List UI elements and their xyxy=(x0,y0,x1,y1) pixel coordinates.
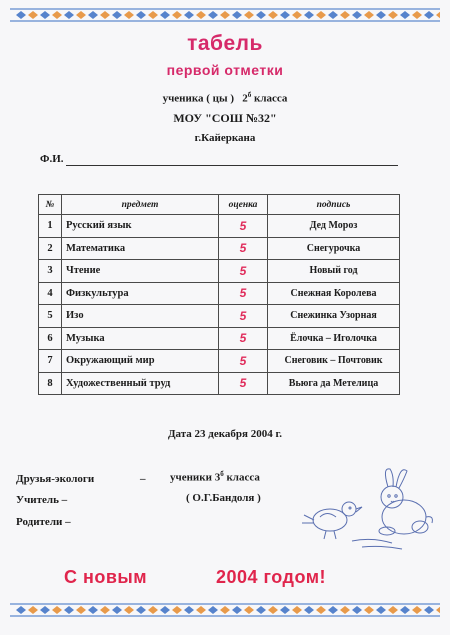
row-grade: 5 xyxy=(219,327,268,350)
pupils-letter: б xyxy=(220,470,224,478)
fio-underline xyxy=(66,165,398,166)
grade-row xyxy=(39,282,400,305)
parents-label: Родители – xyxy=(16,516,71,528)
row-signature: Новый год xyxy=(268,260,400,283)
issue-date: Дата 23 декабря 2004 г. xyxy=(167,428,282,440)
class-letter: б xyxy=(247,91,252,99)
row-grade: 5 xyxy=(219,260,268,283)
header-subject: предмет xyxy=(62,195,219,215)
row-signature: Снегурочка xyxy=(268,237,400,260)
pupils-suffix: класса xyxy=(226,471,260,484)
class-number: 2 xyxy=(242,92,248,105)
grade-row xyxy=(39,305,400,328)
header-grade: оценка xyxy=(219,195,268,215)
row-signature: Снеговик – Почтовик xyxy=(268,350,400,373)
row-subject: Физкультура xyxy=(62,282,219,305)
row-number: 7 xyxy=(39,350,62,373)
pupils-class xyxy=(170,470,260,484)
row-subject: Музыка xyxy=(62,327,219,350)
row-subject: Математика xyxy=(62,237,219,260)
class-word: класса xyxy=(254,92,288,105)
row-signature: Снежинка Узорная xyxy=(268,305,400,328)
header-number: № xyxy=(39,195,62,215)
bunny-and-bird-drawing xyxy=(292,465,442,555)
row-subject: Окружающий мир xyxy=(62,350,219,373)
greeting-part-one: С новым xyxy=(64,567,148,587)
grade-row xyxy=(39,237,400,260)
row-signature: Ёлочка – Иголочка xyxy=(268,327,400,350)
report-card-subtitle: первой отметки xyxy=(166,62,284,78)
bottom-ornament-border xyxy=(10,603,440,617)
row-grade: 5 xyxy=(219,237,268,260)
fio-label: Ф.И. xyxy=(40,153,64,165)
row-subject: Изо xyxy=(62,305,219,328)
row-number: 1 xyxy=(39,215,62,238)
pupils-prefix: ученики 3 xyxy=(170,471,221,484)
row-grade: 5 xyxy=(219,372,268,395)
row-signature: Дед Мороз xyxy=(268,215,400,238)
friends-label: Друзья-экологи xyxy=(16,473,95,485)
student-prefix: ученика ( цы ) xyxy=(162,92,234,105)
grade-row xyxy=(39,327,400,350)
grades-header-row xyxy=(39,195,400,215)
teacher-label: Учитель – xyxy=(16,494,68,506)
grade-row xyxy=(39,215,400,238)
header-signature: подпись xyxy=(268,195,400,215)
row-number: 4 xyxy=(39,282,62,305)
row-number: 3 xyxy=(39,260,62,283)
row-subject: Художественный труд xyxy=(62,372,219,395)
row-number: 6 xyxy=(39,327,62,350)
friends-dash: – xyxy=(140,473,146,485)
report-card-title: табель xyxy=(187,32,263,55)
row-number: 5 xyxy=(39,305,62,328)
row-subject: Русский язык xyxy=(62,215,219,238)
greeting-part-two: 2004 годом! xyxy=(216,567,327,587)
row-grade: 5 xyxy=(219,350,268,373)
row-signature: Снежная Королева xyxy=(268,282,400,305)
school-name: МОУ "СОШ №32" xyxy=(173,111,277,125)
grade-row xyxy=(39,372,400,395)
grade-row xyxy=(39,260,400,283)
row-subject: Чтение xyxy=(62,260,219,283)
row-number: 8 xyxy=(39,372,62,395)
row-grade: 5 xyxy=(219,215,268,238)
city-name: г.Кайеркана xyxy=(194,132,256,144)
row-grade: 5 xyxy=(219,305,268,328)
row-grade: 5 xyxy=(219,282,268,305)
row-signature: Вьюга да Метелица xyxy=(268,372,400,395)
grade-row xyxy=(39,350,400,373)
row-number: 2 xyxy=(39,237,62,260)
grades-table xyxy=(38,194,400,395)
teacher-name: ( О.Г.Бандоля ) xyxy=(186,492,261,504)
grades-body xyxy=(39,215,400,395)
student-class-line xyxy=(0,91,450,105)
top-ornament-border xyxy=(10,8,440,22)
